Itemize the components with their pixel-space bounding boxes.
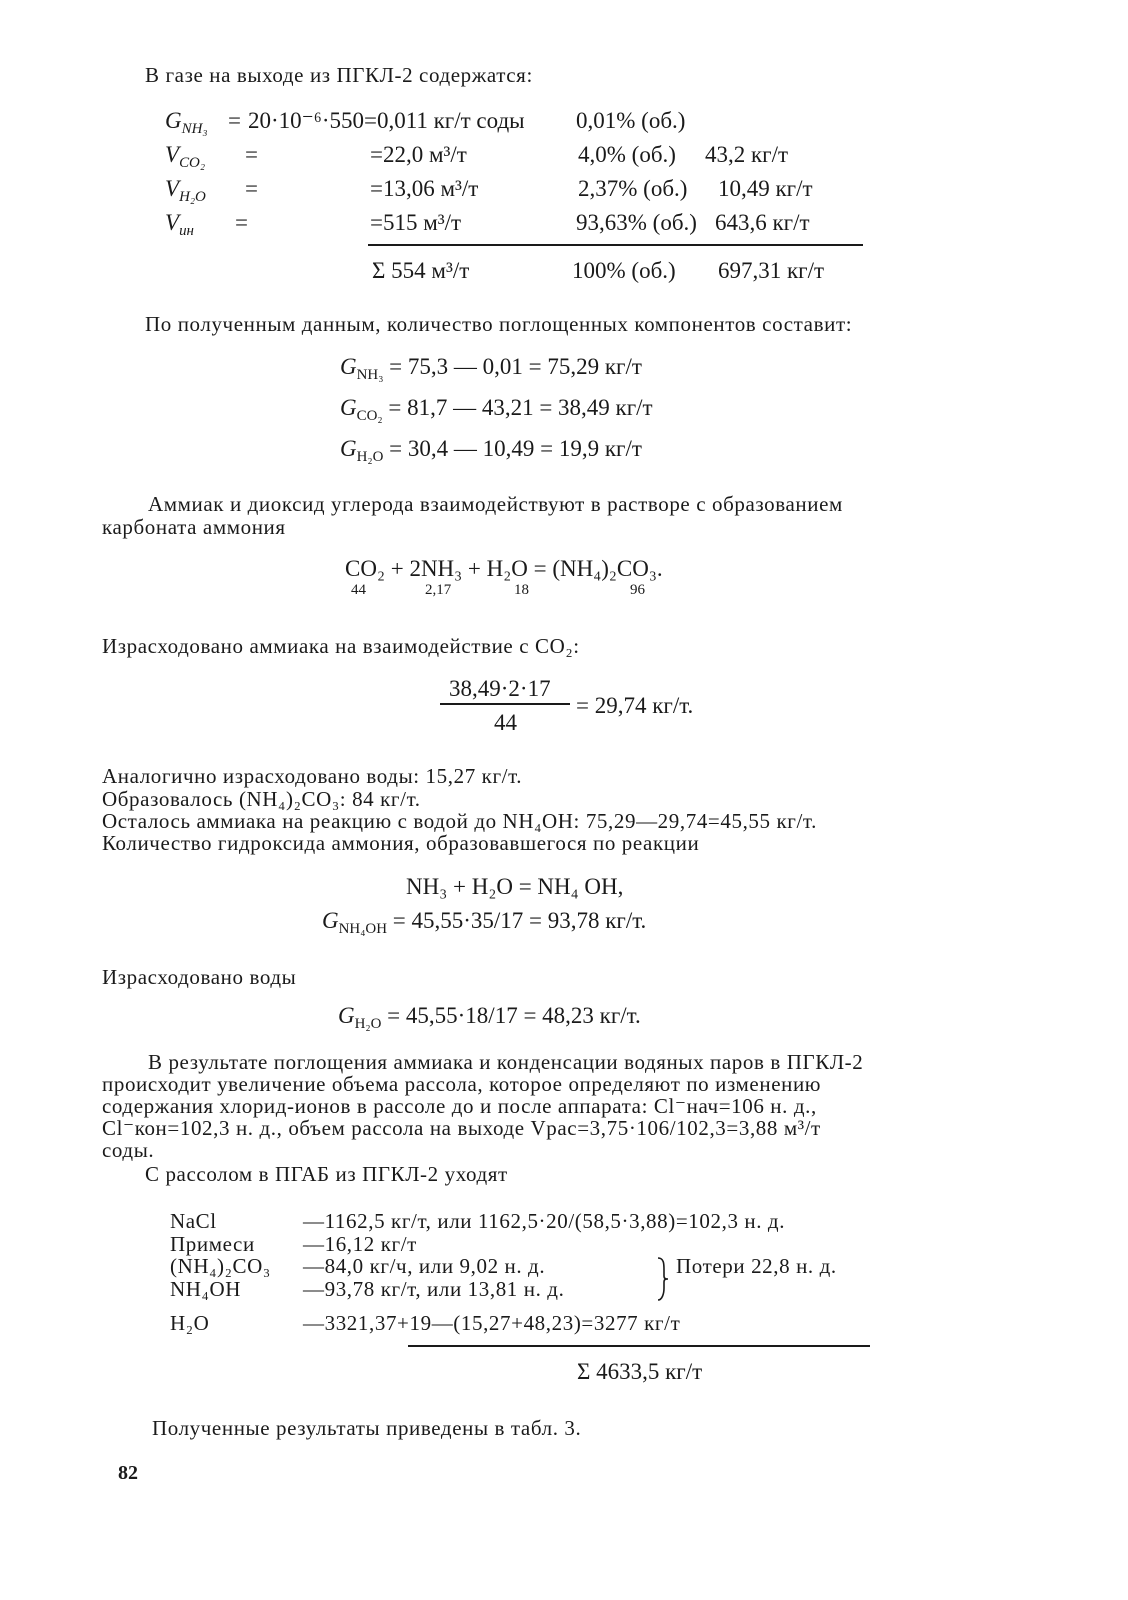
molar-mass-carbonate: 96 xyxy=(630,582,645,598)
reaction-text-line-1: Аммиак и диоксид углерода взаимодействуют в растворе с образованием xyxy=(148,492,843,516)
brine-value: —84,0 кг/ч, или 9,02 н. д. xyxy=(303,1254,546,1278)
brine-component: NaCl xyxy=(170,1209,217,1233)
gas-equals: = xyxy=(235,210,248,235)
paragraph-line: В результате поглощения аммиака и конденсации водяных паров в ПГКЛ-2 xyxy=(148,1050,864,1074)
spent-water-text: Израсходовано воды xyxy=(102,965,297,989)
fraction-bar xyxy=(440,703,570,705)
absorbed-h2o: $G_{H_2O} = 30,4$ — 10,49 = 19,9 кг/т xyxy=(340,436,642,466)
gas-symbol: $V_{CO_2}$ xyxy=(165,142,206,172)
text-line: Аналогично израсходовано воды: 15,27 кг/т. xyxy=(102,764,523,788)
fraction-numerator: 38,49·2·17 xyxy=(449,676,551,701)
g-nh4oh-equation: $G_{NH_4OH} = 45,55\cdot 35/17 = 93,78$ кг/т. xyxy=(322,908,647,938)
absorbed-intro: По полученным данным, количество поглощенных компонентов составит: xyxy=(145,312,853,336)
intro-text: В газе на выходе из ПГКЛ-2 содержатся: xyxy=(145,63,533,87)
text-line: Образовалось (NH₄)₂CO₃: 84 кг/т. xyxy=(102,787,421,811)
absorbed-nh3: $G_{NH_3} = 75,3$ — 0,01 = 75,29 кг/т xyxy=(340,354,642,384)
gas-equals: = xyxy=(228,108,241,133)
gas-total-rule xyxy=(368,244,863,246)
paragraph-line: содержания хлорид-ионов в рассоле до и после аппарата: Cl⁻нач=106 н. д., xyxy=(102,1094,817,1118)
brine-value: —1162,5 кг/т, или 1162,5·20/(58,5·3,88)=102,3 н. д. xyxy=(303,1209,786,1233)
molar-mass-h2o: 18 xyxy=(514,582,529,598)
losses-note: Потери 22,8 н. д. xyxy=(676,1254,837,1278)
gas-mass: 43,2 кг/т xyxy=(705,142,789,167)
brine-component: H₂O xyxy=(170,1311,210,1335)
brine-intro: С рассолом в ПГАБ из ПГКЛ-2 уходят xyxy=(145,1162,508,1186)
reaction-equation: CO₂ + 2NH₃ + H₂O = (NH₄)₂CO₃. xyxy=(345,556,663,581)
absorbed-co2: $G_{CO_2} = 81,7$ — 43,21 = 38,49 кг/т xyxy=(340,395,653,425)
reaction-nh4oh: NH₃ + H₂O = NH₄ OH, xyxy=(406,874,624,899)
brine-total-rule xyxy=(408,1345,870,1347)
gas-percent: 0,01% (об.) xyxy=(576,108,686,133)
gas-total-percent: 100% (об.) xyxy=(572,258,676,283)
brine-component: NH₄OH xyxy=(170,1277,241,1301)
paragraph-line: Cl⁻кон=102,3 н. д., объем рассола на выходе Vрас=3,75·106/102,3=3,88 м³/т xyxy=(102,1116,821,1140)
gas-calc: =22,0 м³/т xyxy=(370,142,467,167)
gas-calc: =13,06 м³/т xyxy=(370,176,479,201)
gas-total-volume: Σ 554 м³/т xyxy=(372,258,470,283)
brine-component: (NH₄)₂CO₃ xyxy=(170,1254,271,1278)
brine-value: —3321,37+19—(15,27+48,23)=3277 кг/т xyxy=(303,1311,681,1335)
gas-calc: 20·10⁻⁶·550=0,011 кг/т соды xyxy=(248,108,525,133)
reaction-text-line-2: карбоната аммония xyxy=(102,515,286,539)
g-h2o-equation: $G_{H_2O} = 45,55\cdot 18/17 = 48,23$ кг/т. xyxy=(338,1003,641,1033)
text-line: Осталось аммиака на реакцию с водой до NH₄OH: 75,29—29,74=45,55 кг/т. xyxy=(102,809,817,833)
brine-total: Σ 4633,5 кг/т xyxy=(577,1359,703,1384)
gas-symbol: $V_{ин}$ xyxy=(165,210,194,240)
molar-mass-nh3: 2,17 xyxy=(425,582,452,598)
text-line: Количество гидроксида аммония, образовавшегося по реакции xyxy=(102,831,700,855)
brace-icon xyxy=(656,1256,670,1302)
brine-value: —93,78 кг/т, или 13,81 н. д. xyxy=(303,1277,565,1301)
gas-mass: 10,49 кг/т xyxy=(718,176,813,201)
spent-co2-text: Израсходовано аммиака на взаимодействие с CO₂: xyxy=(102,634,580,658)
gas-equals: = xyxy=(245,142,258,167)
gas-percent: 4,0% (об.) xyxy=(578,142,676,167)
molar-mass-co2: 44 xyxy=(351,582,366,598)
gas-symbol: $G_{NH_3}$ xyxy=(165,108,208,138)
paragraph-line: происходит увеличение объема рассола, которое определяют по изменению xyxy=(102,1072,822,1096)
gas-mass: 643,6 кг/т xyxy=(715,210,810,235)
fraction-denominator: 44 xyxy=(494,710,517,735)
gas-symbol: $V_{H_2O}$ xyxy=(165,176,206,206)
brine-value: —16,12 кг/т xyxy=(303,1232,417,1256)
page-number: 82 xyxy=(118,1462,138,1484)
gas-percent: 93,63% (об.) xyxy=(576,210,697,235)
gas-calc: =515 м³/т xyxy=(370,210,462,235)
gas-total-mass: 697,31 кг/т xyxy=(718,258,825,283)
paragraph-line: соды. xyxy=(102,1138,155,1162)
gas-percent: 2,37% (об.) xyxy=(578,176,688,201)
fraction-result: = 29,74 кг/т. xyxy=(576,693,694,718)
brine-component: Примеси xyxy=(170,1232,255,1256)
conclusion-text: Полученные результаты приведены в табл. 3. xyxy=(152,1416,582,1440)
gas-equals: = xyxy=(245,176,258,201)
